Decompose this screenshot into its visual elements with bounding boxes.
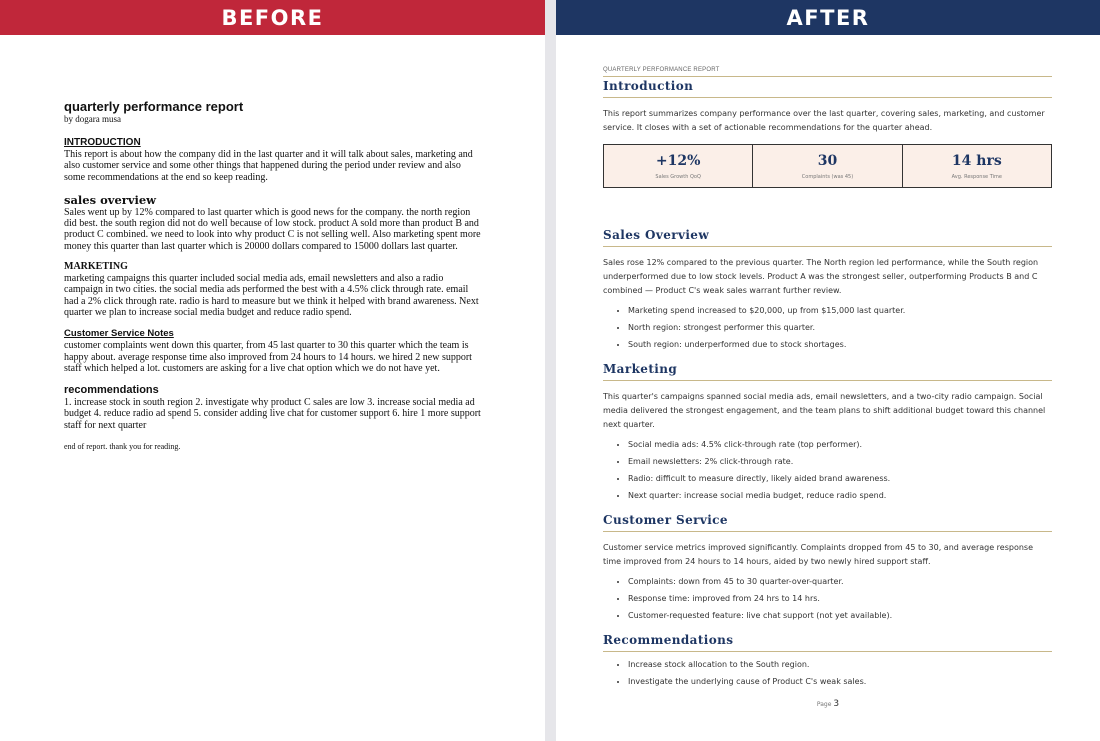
before-recommendations-body: 1. increase stock in south region 2. investigate why product C sales are low 3. increase social media ad budget 4. reduce radio ad spend 5. consider adding live chat for customer support 6. hire 1 more support staff for next quarter (64, 397, 481, 431)
stat-complaints (752, 145, 901, 187)
before-intro-body: This report is about how the company did in the last quarter and it will talk about sales, marketing and also customer service and some other things that happened during the period under review and also some recommendations at the end so keep reading. (64, 149, 473, 183)
before-intro-heading: INTRODUCTION (64, 137, 141, 148)
after-intro-heading: Introduction (603, 77, 1052, 98)
before-banner-label: BEFORE (221, 5, 324, 30)
list-item: • Radio: difficult to measure directly, likely aided brand awareness. (628, 470, 1052, 487)
stat-value: +12% (655, 152, 701, 169)
list-item: • Email newsletters: 2% click-through rate. (628, 453, 1052, 470)
list-item: • South region: underperformed due to stock shortages. (628, 336, 1052, 353)
page-number (556, 699, 1100, 709)
after-recommendations-heading: Recommendations (603, 631, 1052, 652)
before-sales-body: Sales went up by 12% compared to last quarter which is good news for the company. the north region did best. the south region did not do well because of low stock. product A sold more than product B and product C combined. we need to look into why product C is not selling well. Also marketing spent more money this quarter than last quarter which is 20000 dollars compared to 15000 dollars last quarter. (64, 206, 481, 252)
page-label: Page (816, 701, 832, 708)
stat-value: 30 (817, 152, 838, 169)
before-banner (0, 0, 545, 35)
after-document (603, 67, 1052, 690)
list-item: • Increase stock allocation to the South region. (628, 656, 1052, 673)
after-banner-label: AFTER (786, 5, 870, 30)
list-item: • Customer-requested feature: live chat support (not yet available). (628, 607, 1052, 624)
after-kicker: QUARTERLY PERFORMANCE REPORT (603, 67, 720, 73)
after-marketing-body: This quarter's campaigns spanned social media ads, email newsletters, and a two-city radio campaign. Social media delivered the strongest engagement, and the team plans to shift additional budget toward this channel next quarter. (603, 392, 1046, 429)
before-sales-heading: sales overview (64, 192, 157, 207)
stat-response-time (902, 145, 1051, 187)
stats-row (603, 144, 1052, 188)
recommendations-bullet-list (603, 656, 1052, 690)
stat-label: Sales Growth QoQ (655, 173, 701, 180)
sales-bullet-list (603, 302, 1052, 353)
before-panel (0, 35, 545, 741)
after-intro-body: This report summarizes company performance over the last quarter, covering sales, marketing, and customer service. It closes with a set of actionable recommendations for the quarter ahead. (603, 109, 1045, 132)
after-customer-service-body: Customer service metrics improved significantly. Complaints dropped from 45 to 30, and average response time improved from 24 hours to 14 hours, aided by two newly hired support staff. (603, 543, 1034, 566)
after-sales-body: Sales rose 12% compared to the previous quarter. The North region led performance, while the South region underperformed due to low stock levels. Product A was the strongest seller, outperforming Products B and C combined — Product C's weak sales warrant further review. (603, 258, 1039, 295)
stat-sales-growth (604, 145, 752, 187)
after-panel (556, 35, 1100, 741)
before-title: quarterly performance report (64, 99, 244, 114)
after-banner (556, 0, 1100, 35)
customer-service-bullet-list (603, 573, 1052, 624)
stat-value: 14 hrs (951, 152, 1002, 169)
list-item: • Complaints: down from 45 to 30 quarter-over-quarter. (628, 573, 1052, 590)
page-number-value: 3 (833, 699, 840, 709)
before-marketing-body: marketing campaigns this quarter included social media ads, email newsletters and also a radio campaign in two cities. the social media ads performed the best with a 4.5% click through rate. email had a 2% click through rate. radio is hard to measure but we think it helped with brand awareness. Next quarter we plan to increase social media budget and reduce radio spend. (64, 273, 479, 318)
after-marketing-heading: Marketing (603, 360, 1052, 381)
after-sales-heading: Sales Overview (603, 226, 1052, 247)
before-recommendations-heading: recommendations (64, 384, 159, 397)
list-item: • Marketing spend increased to $20,000, up from $15,000 last quarter. (628, 302, 1052, 319)
before-marketing-heading: MARKETING (64, 261, 128, 273)
list-item: • Social media ads: 4.5% click-through rate (top performer). (628, 436, 1052, 453)
before-document (64, 99, 484, 460)
panel-divider (545, 0, 556, 741)
list-item: • Next quarter: increase social media budget, reduce radio spend. (628, 487, 1052, 504)
before-customer-service-heading: Customer Service Notes (64, 328, 174, 340)
marketing-bullet-list (603, 436, 1052, 504)
before-author: by dogara musa (64, 114, 121, 124)
stat-label: Complaints (was 45) (801, 173, 854, 180)
list-item: • Response time: improved from 24 hrs to 14 hrs. (628, 590, 1052, 607)
before-end-note: end of report. thank you for reading. (64, 442, 181, 452)
after-customer-service-heading: Customer Service (603, 511, 1052, 532)
list-item: • North region: strongest performer this quarter. (628, 319, 1052, 336)
before-customer-service-body: customer complaints went down this quarter, from 45 last quarter to 30 this quarter which the team is happy about. average response time also improved from 24 hours to 14 hours. we hired 2 new support staff which helped a lot. customers are asking for a live chat option which we do not have yet. (64, 340, 472, 374)
list-item: • Investigate the underlying cause of Product C's weak sales. (628, 673, 1052, 690)
stat-label: Avg. Response Time (951, 173, 1002, 180)
